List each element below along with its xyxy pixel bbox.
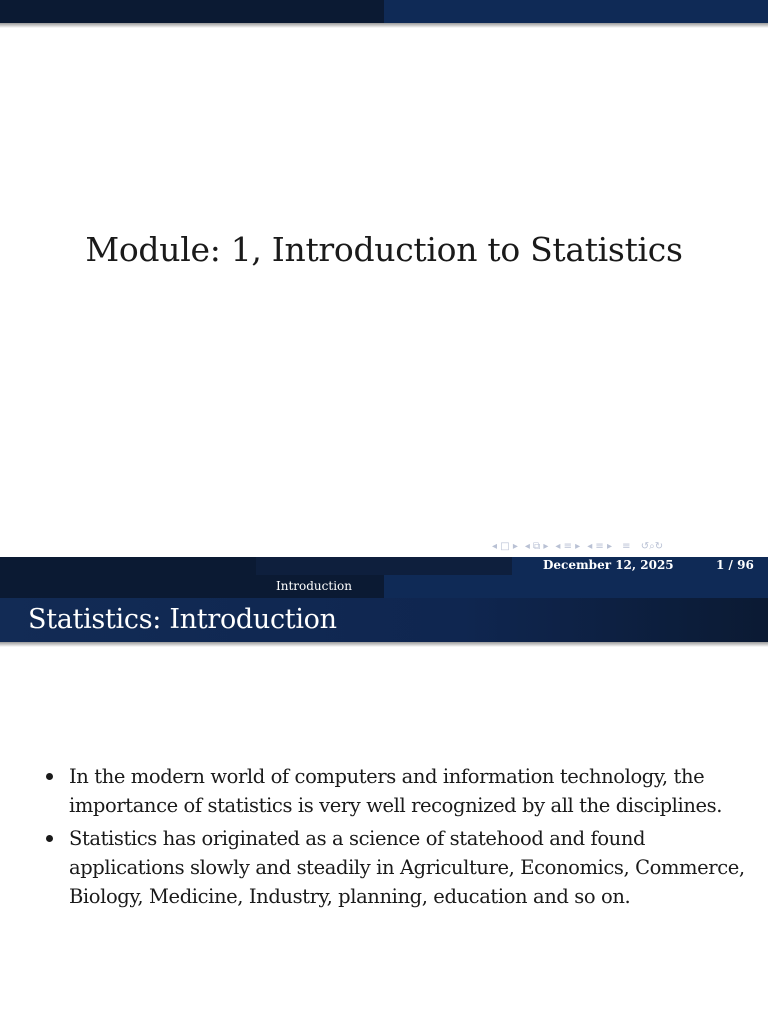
navigation-symbols[interactable]: [492, 539, 663, 553]
nav-prev-frame-icon[interactable]: ◂ □ ▸: [492, 540, 518, 552]
footer-left: [0, 557, 256, 575]
header-bar: [0, 0, 768, 23]
bullet-text: In the modern world of computers and information technology, the importance of statistics is very well recognized by all the disciplines.: [69, 765, 723, 817]
bullet-text: Statistics has originated as a science of statehood and found applications slowly and steadily in Agriculture, Economics, Commerce, Biology, Medicine, Industry, planning, education and so on.: [69, 827, 745, 908]
section-bar-right: [384, 575, 768, 598]
footer-bar: [0, 557, 768, 575]
bullet-item: [46, 824, 752, 911]
nav-frame-icon[interactable]: ◂ ⧉ ▸: [524, 540, 549, 552]
header-shadow: [0, 23, 768, 28]
nav-subsection-icon[interactable]: ◂ ≡ ▸: [555, 540, 581, 552]
slide-title: Module: 1, Introduction to Statistics: [85, 230, 683, 269]
frame-title-shadow: [0, 642, 768, 647]
section-bar: [0, 575, 768, 598]
nav-search-icon[interactable]: ↺⌕↻: [640, 540, 664, 552]
bullet-icon: [46, 773, 53, 780]
bullet-item: [46, 762, 752, 820]
footer-date: December 12, 2025: [543, 558, 674, 572]
nav-align-icon[interactable]: ≡: [618, 540, 634, 552]
footer-page-number: 1 / 96: [716, 558, 754, 572]
header-bar-left: [0, 0, 384, 23]
bullet-icon: [46, 835, 53, 842]
nav-section-icon[interactable]: ◂ ≡ ▸: [587, 540, 612, 552]
footer-middle: [256, 557, 512, 575]
bullet-list: [46, 762, 752, 915]
frame-title-bar: [0, 598, 768, 642]
frame-title: Statistics: Introduction: [28, 604, 337, 635]
header-bar-right: [384, 0, 768, 23]
section-label[interactable]: Introduction: [276, 579, 352, 593]
